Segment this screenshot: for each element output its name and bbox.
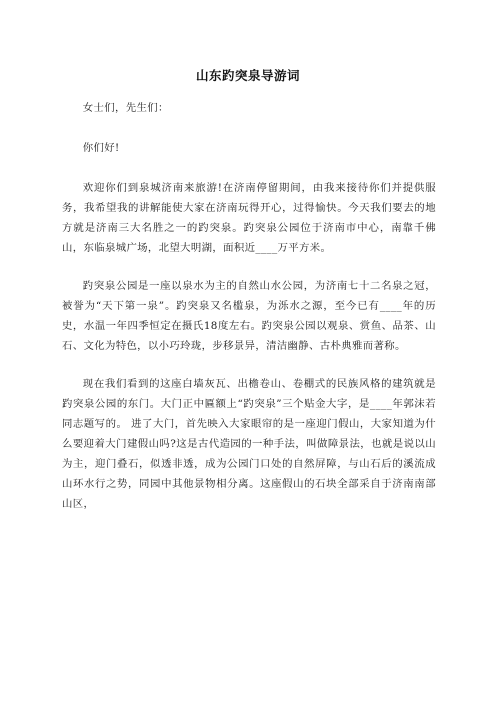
paragraph-hello: 你们好! [82, 142, 120, 154]
paragraph-east-gate: 现在我们看到的这座白墙灰瓦、出檐卷山、卷棚式的民族风格的建筑就是趵突泉公园的东门。大门正中匾额上“趵突泉”三个贴金大字，是____年郭沫若同志题写的。 进了大门，首先映入大家眼帘的是一座迎门假山，大家知道为什么要迎着大门建假山吗?这是古代造园的一种手法，叫做障景法，也就是说以山为主，迎门叠石，似透非透，成为公园门口处的自然屏障，与山石后的溪流成山环水行之势，同园中其他景物相分离。这座假山的石块全部采自于济南南部山区， [62, 378, 436, 510]
paragraph-welcome: 欢迎你们到泉城济南来旅游!在济南停留期间，由我来接待你们并提供服务，我希望我的讲解能使大家在济南玩得开心，过得愉快。今天我们要去的地方就是济南三大名胜之一的趵突泉。趵突泉公园位于济南市中心，南靠千佛山，东临泉城广场，北望大明湖，面积近____万平方米。 [62, 182, 436, 254]
document-body [62, 98, 436, 532]
paragraph-park-intro: 趵突泉公园是一座以泉水为主的自然山水公园，为济南七十二名泉之冠，被誉为“天下第一泉”。趵突泉又名槛泉，为泺水之源，至今已有____年的历史，水温一年四季恒定在摄氏18度左右。趵突泉公园以观泉、赏鱼、品茶、山石、文化为特色，以小巧玲珑，步移景异，清洁幽静、古朴典雅而著称。 [62, 280, 436, 352]
paragraph-greeting: 女士们，先生们： [82, 102, 169, 114]
document-title: 山东趵突泉导游词 [195, 68, 300, 83]
